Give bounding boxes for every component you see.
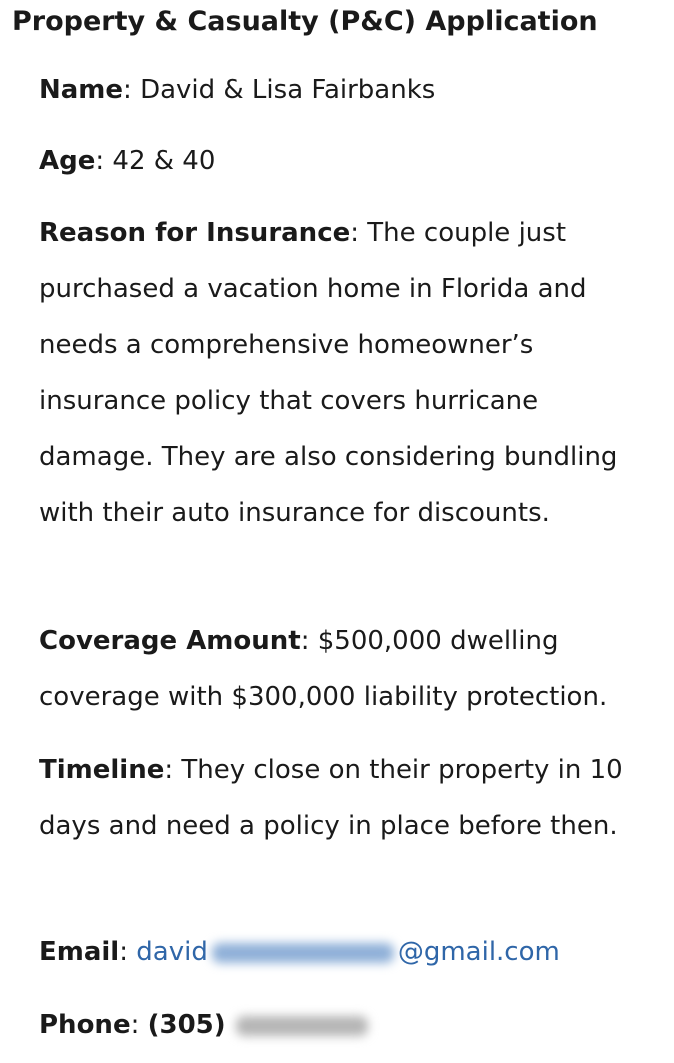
age-label: Age bbox=[39, 146, 96, 176]
reason-value: The couple just purchased a vacation home in Florida and needs a comprehensive homeowner’s insurance policy that covers hurricane damage. They are also considering bundling with their auto insurance for discounts. bbox=[39, 218, 618, 528]
phone-redacted bbox=[236, 1016, 368, 1036]
name-field bbox=[39, 62, 639, 118]
name-label: Name bbox=[39, 75, 124, 105]
email-field bbox=[39, 924, 639, 980]
label-colon: : bbox=[350, 218, 368, 248]
phone-label: Phone bbox=[39, 1010, 131, 1040]
label-colon: : bbox=[123, 75, 141, 105]
page-title: Property & Casualty (P&C) Application bbox=[12, 6, 598, 37]
age-field bbox=[39, 133, 639, 189]
timeline-label: Timeline bbox=[39, 755, 165, 785]
coverage-field bbox=[39, 613, 659, 725]
email-redacted bbox=[212, 943, 394, 963]
email-label: Email bbox=[39, 937, 120, 967]
timeline-value: They close on their property in 10 days and need a policy in place before then. bbox=[39, 755, 623, 841]
phone-area-code: (305) bbox=[147, 1010, 226, 1040]
email-suffix: @gmail.com bbox=[397, 937, 560, 967]
age-value: 42 & 40 bbox=[112, 146, 216, 176]
name-value: David & Lisa Fairbanks bbox=[140, 75, 436, 105]
email-link[interactable] bbox=[136, 937, 560, 967]
email-prefix: david bbox=[136, 937, 208, 967]
coverage-value: $500,000 dwelling coverage with $300,000 liability protection. bbox=[39, 626, 608, 712]
reason-field bbox=[39, 205, 639, 541]
label-colon: : bbox=[164, 755, 182, 785]
label-colon: : bbox=[300, 626, 318, 656]
reason-label: Reason for Insurance bbox=[39, 218, 351, 248]
label-colon: : bbox=[119, 937, 137, 967]
timeline-field bbox=[39, 742, 659, 854]
label-colon: : bbox=[95, 146, 113, 176]
phone-field bbox=[39, 997, 639, 1053]
label-colon: : bbox=[130, 1010, 148, 1040]
coverage-label: Coverage Amount bbox=[39, 626, 301, 656]
